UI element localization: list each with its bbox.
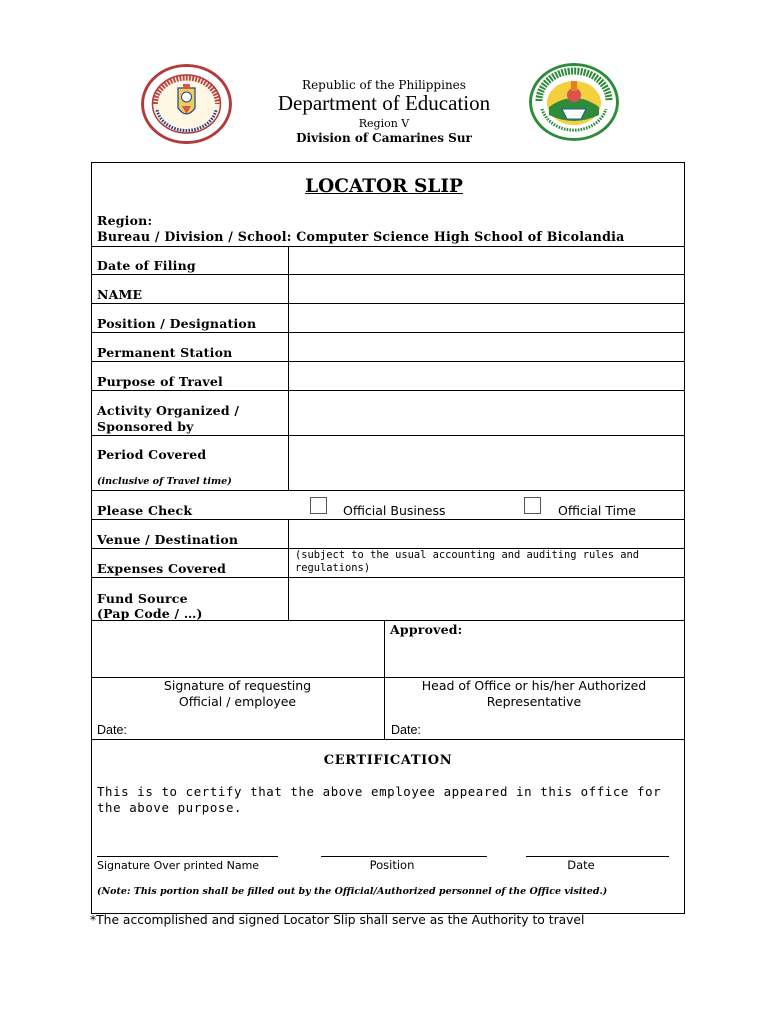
period-note: (inclusive of Travel time) [97, 476, 232, 487]
requester-signature-field[interactable] [92, 621, 383, 677]
expenses-label: Expenses Covered [97, 561, 227, 576]
requester-date-label: Date: [97, 723, 127, 737]
fund-source-field[interactable] [289, 578, 683, 620]
activity-label: Activity Organized / [97, 403, 240, 418]
division-seal-icon [529, 63, 619, 141]
form-title: LOCATOR SLIP [305, 176, 463, 197]
footer-note: *The accomplished and signed Locator Slip shall serve as the Authority to travel [90, 913, 585, 927]
date-caption: Date [567, 858, 595, 872]
activity-field[interactable] [289, 391, 683, 435]
name-field[interactable] [289, 275, 683, 303]
fund-source-label: Fund Source [97, 591, 188, 606]
certification-text: This is to certify that the above employee appeared in this office for the above purpose. [97, 784, 662, 815]
date-of-filing-field[interactable] [289, 247, 683, 274]
approver-caption-line1: Head of Office or his/her Authorized [421, 678, 647, 693]
activity-label: Sponsored by [97, 419, 194, 434]
requester-caption-line2: Official / employee [178, 694, 297, 709]
period-field[interactable] [289, 436, 683, 490]
fund-source-label: (Pap Code / …) [97, 606, 203, 621]
period-label: Period Covered [97, 447, 207, 462]
expenses-note: (subject to the usual accounting and auditing rules and regulations) [295, 549, 640, 574]
row-divider [91, 739, 684, 740]
purpose-field[interactable] [289, 362, 683, 390]
permanent-station-label: Permanent Station [97, 345, 233, 360]
date-line [526, 856, 669, 857]
signature-line [97, 856, 278, 857]
venue-label: Venue / Destination [97, 532, 239, 547]
certifier-date-field[interactable] [526, 836, 669, 856]
division-line: Division of Camarines Sur [296, 131, 472, 145]
certifier-position-field[interactable] [321, 836, 487, 856]
department-name: Department of Education [277, 91, 491, 115]
official-time-checkbox[interactable] [524, 497, 541, 514]
position-caption: Position [369, 858, 415, 872]
school-line: Bureau / Division / School: Computer Science High School of Bicolandia [97, 229, 625, 244]
official-business-checkbox[interactable] [310, 497, 327, 514]
purpose-label: Purpose of Travel [97, 374, 224, 389]
row-divider [91, 490, 684, 491]
venue-field[interactable] [289, 520, 683, 548]
approver-caption [385, 678, 683, 710]
region-line: Region V [358, 117, 410, 130]
region-label: Region: [97, 213, 153, 228]
please-check-label: Please Check [97, 503, 193, 518]
date-of-filing-label: Date of Filing [97, 258, 196, 273]
approver-signature-field[interactable] [385, 640, 683, 677]
approver-caption-line2: Representative [486, 694, 582, 709]
position-label: Position / Designation [97, 316, 257, 331]
deped-seal-icon [141, 64, 232, 144]
position-line [321, 856, 487, 857]
approver-date-label: Date: [391, 723, 421, 737]
permanent-station-field[interactable] [289, 333, 683, 361]
certification-note: (Note: This portion shall be filled out by the Official/Authorized personnel of the Office visited.) [97, 886, 608, 897]
name-label: NAME [97, 287, 143, 302]
requester-caption-line1: Signature of requesting [163, 678, 312, 693]
position-field[interactable] [289, 304, 683, 332]
signature-caption: Signature Over printed Name [97, 859, 260, 872]
certification-title: CERTIFICATION [323, 753, 453, 768]
official-business-label: Official Business [343, 503, 446, 518]
requester-caption [92, 678, 383, 710]
republic-line: Republic of the Philippines [302, 78, 466, 92]
official-time-label: Official Time [558, 503, 636, 518]
certifier-signature-field[interactable] [97, 836, 278, 856]
approved-label: Approved: [390, 622, 463, 637]
